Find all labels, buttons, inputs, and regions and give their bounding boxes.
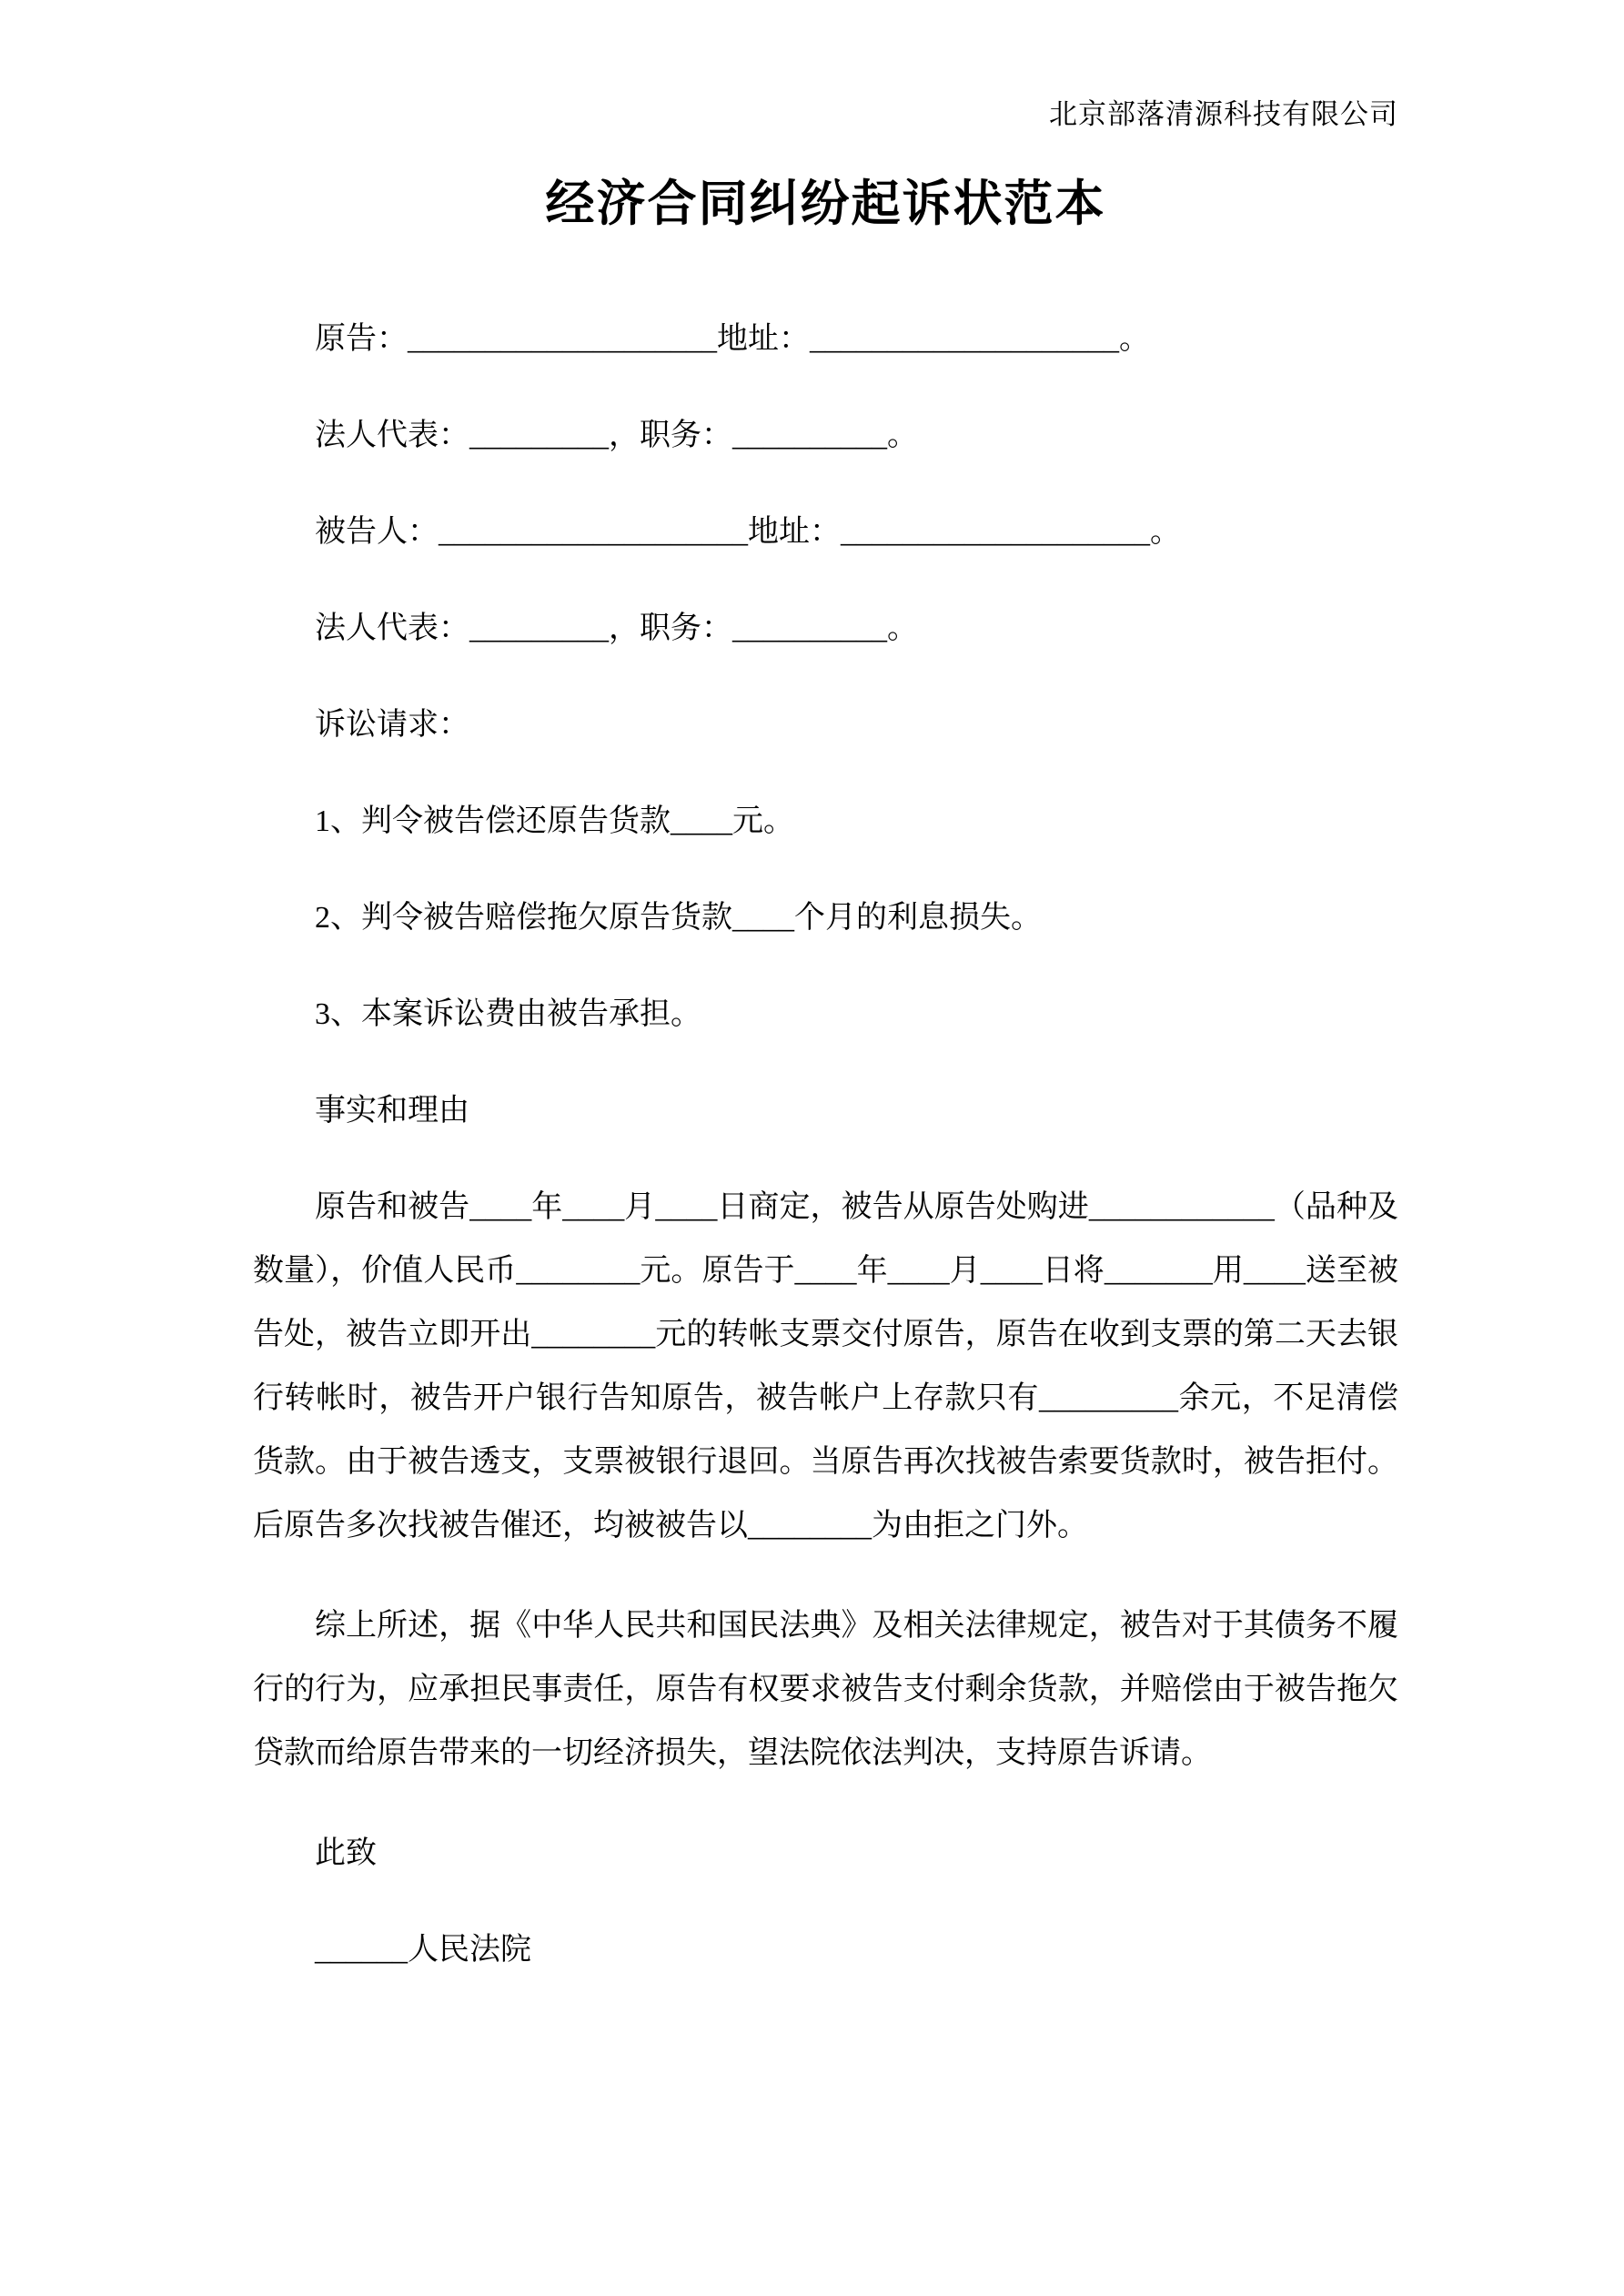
company-name-text: 北京部落清源科技有限公司 bbox=[1049, 98, 1398, 130]
line-defendant-legal-rep: 法人代表：_________，职务：__________。 bbox=[315, 612, 918, 645]
paragraph-conclusion: 综上所述，据《中华人民共和国民法典》及相关法律规定，被告对于其债务不履行的行为，应承担民事责任，原告有权要求被告支付剩余货款，并赔偿由于被告拖欠贷款而给原告带来的一切经济损失，望法院依法判决，支持原告诉请。 bbox=[253, 1609, 1398, 1770]
line-claims-heading: 诉讼请求： bbox=[315, 708, 469, 742]
line-court: ______人民法院 bbox=[315, 1933, 531, 1967]
paragraph-facts: 原告和被告____年____月____日商定，被告从原告处购进____________（品种及数量），价值人民币________元。原告于____年____月____日将_______用____送至被告处，被告立即开出________元的转帐支票交付原告，原告在收到支票的第二天去银行转帐时，被告开户银行告知原告，被告帐户上存款只有_________余元，不足清偿货款。由于被告透支，支票被银行退回。当原告再次找被告索要货款时，被告拒付。后原告多次找被告催还，均被被告以________为由拒之门外。 bbox=[253, 1190, 1398, 1542]
line-salutation: 此致 bbox=[315, 1836, 377, 1870]
line-claim-3: 3、本案诉讼费由被告承担。 bbox=[315, 997, 701, 1031]
document-title: 经济合同纠纷起诉状范本 bbox=[545, 177, 1106, 231]
line-defendant: 被告人：____________________地址：____________________。 bbox=[315, 515, 1181, 549]
line-claim-2: 2、判令被告赔偿拖欠原告货款____个月的利息损失。 bbox=[315, 901, 1042, 935]
line-claim-1: 1、判令被告偿还原告货款____元。 bbox=[315, 804, 794, 838]
line-facts-heading: 事实和理由 bbox=[315, 1094, 469, 1128]
line-plaintiff: 原告：____________________地址：____________________。 bbox=[315, 322, 1150, 356]
line-plaintiff-legal-rep: 法人代表：_________，职务：__________。 bbox=[315, 419, 918, 452]
company-name bbox=[253, 91, 1398, 132]
